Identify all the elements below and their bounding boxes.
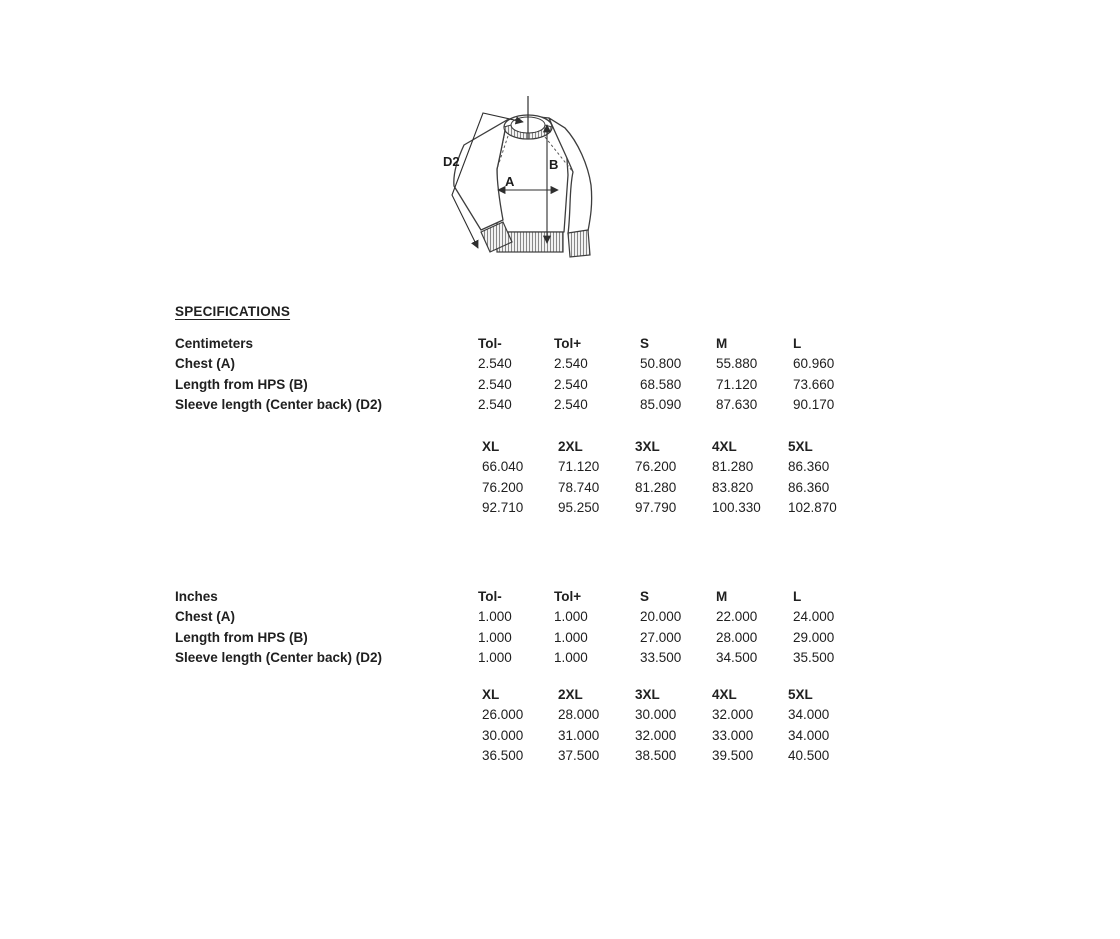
spec-cell: 40.500 bbox=[788, 747, 830, 763]
spec-cell: 2XL bbox=[558, 687, 583, 702]
spec-cell: 92.710 bbox=[482, 499, 524, 515]
spec-row bbox=[175, 437, 868, 457]
spec-cell: 1.000 bbox=[554, 609, 588, 625]
row-label bbox=[175, 726, 482, 746]
spec-cell: 34.000 bbox=[788, 727, 830, 743]
spec-cell: 102.870 bbox=[788, 499, 837, 515]
spec-cell: 95.250 bbox=[558, 499, 600, 515]
row-label: Length from HPS (B) bbox=[175, 629, 308, 645]
row-label bbox=[175, 478, 482, 498]
spec-cell: S bbox=[640, 589, 650, 604]
spec-cell: 29.000 bbox=[793, 629, 835, 645]
spec-cell: 30.000 bbox=[482, 727, 524, 743]
spec-cell: 90.170 bbox=[793, 396, 835, 412]
spec-cell: 2.540 bbox=[478, 356, 512, 372]
inches-xl-table bbox=[175, 685, 868, 766]
specifications-heading: SPECIFICATIONS bbox=[175, 304, 291, 319]
spec-cell: 71.120 bbox=[716, 376, 758, 392]
spec-cell: Tol- bbox=[478, 336, 502, 351]
row-label: Centimeters bbox=[175, 336, 254, 351]
spec-row bbox=[175, 498, 868, 518]
spec-cell: 38.500 bbox=[635, 747, 677, 763]
spec-cell: 20.000 bbox=[640, 609, 682, 625]
row-label bbox=[175, 705, 482, 725]
dimension-label-b: B bbox=[549, 157, 559, 172]
spec-row bbox=[175, 685, 868, 705]
spec-row bbox=[175, 628, 873, 648]
row-label bbox=[175, 685, 482, 705]
spec-row bbox=[175, 457, 868, 477]
spec-cell: 97.790 bbox=[635, 499, 677, 515]
spec-cell: 50.800 bbox=[640, 356, 682, 372]
spec-row bbox=[175, 334, 873, 354]
spec-cell: 28.000 bbox=[558, 707, 600, 723]
spec-cell: M bbox=[716, 336, 728, 351]
spec-cell: 85.090 bbox=[640, 396, 682, 412]
spec-cell: 73.660 bbox=[793, 376, 835, 392]
spec-cell: 86.360 bbox=[788, 459, 830, 475]
spec-cell: 68.580 bbox=[640, 376, 682, 392]
spec-cell: 2.540 bbox=[478, 376, 512, 392]
spec-cell: 22.000 bbox=[716, 609, 758, 625]
spec-cell: 37.500 bbox=[558, 747, 600, 763]
spec-cell: 4XL bbox=[712, 687, 737, 702]
spec-cell: 33.500 bbox=[640, 649, 682, 665]
spec-cell: 1.000 bbox=[554, 649, 588, 665]
spec-row bbox=[175, 746, 868, 766]
spec-cell: 5XL bbox=[788, 687, 813, 702]
spec-cell: 5XL bbox=[788, 439, 813, 454]
row-label: Sleeve length (Center back) (D2) bbox=[175, 396, 383, 412]
spec-cell: 33.000 bbox=[712, 727, 754, 743]
row-label bbox=[175, 457, 482, 477]
dimension-label-a: A bbox=[505, 174, 515, 189]
centimeters-xl-table bbox=[175, 437, 868, 518]
sweatshirt-diagram bbox=[423, 90, 658, 270]
spec-cell: XL bbox=[482, 439, 500, 454]
spec-cell: Tol+ bbox=[554, 336, 582, 351]
row-label: Chest (A) bbox=[175, 356, 235, 372]
spec-cell: XL bbox=[482, 687, 500, 702]
spec-cell: S bbox=[640, 336, 650, 351]
spec-cell: 35.500 bbox=[793, 649, 835, 665]
spec-cell: 76.200 bbox=[635, 459, 677, 475]
spec-cell: 2.540 bbox=[554, 356, 588, 372]
dimension-label-d2: D2 bbox=[443, 154, 460, 169]
spec-cell: 1.000 bbox=[554, 629, 588, 645]
spec-cell: 4XL bbox=[712, 439, 737, 454]
spec-cell: 32.000 bbox=[712, 707, 754, 723]
spec-cell: 60.960 bbox=[793, 356, 835, 372]
row-label bbox=[175, 746, 482, 766]
right-cuff bbox=[568, 230, 590, 257]
spec-cell: 81.280 bbox=[635, 479, 677, 495]
row-label: Length from HPS (B) bbox=[175, 376, 308, 392]
spec-cell: 1.000 bbox=[478, 609, 512, 625]
spec-cell: 32.000 bbox=[635, 727, 677, 743]
spec-row bbox=[175, 375, 873, 395]
spec-cell: M bbox=[716, 589, 728, 604]
spec-cell: 100.330 bbox=[712, 499, 761, 515]
spec-cell: 36.500 bbox=[482, 747, 524, 763]
spec-row bbox=[175, 587, 873, 607]
spec-row bbox=[175, 705, 868, 725]
spec-cell: 87.630 bbox=[716, 396, 758, 412]
spec-cell: 28.000 bbox=[716, 629, 758, 645]
spec-cell: 3XL bbox=[635, 687, 660, 702]
spec-cell: 30.000 bbox=[635, 707, 677, 723]
spec-cell: 86.360 bbox=[788, 479, 830, 495]
spec-cell: 83.820 bbox=[712, 479, 754, 495]
spec-cell: 31.000 bbox=[558, 727, 600, 743]
spec-cell: 34.500 bbox=[716, 649, 758, 665]
spec-cell: Tol+ bbox=[554, 589, 582, 604]
row-label: Sleeve length (Center back) (D2) bbox=[175, 649, 383, 665]
spec-cell: L bbox=[793, 589, 802, 604]
inches-table bbox=[175, 587, 873, 668]
spec-row bbox=[175, 726, 868, 746]
row-label bbox=[175, 498, 482, 518]
spec-row bbox=[175, 395, 873, 415]
row-label bbox=[175, 437, 482, 457]
row-label: Chest (A) bbox=[175, 609, 235, 625]
spec-cell: 24.000 bbox=[793, 609, 835, 625]
spec-cell: 2.540 bbox=[478, 396, 512, 412]
spec-cell: 26.000 bbox=[482, 707, 524, 723]
spec-cell: 1.000 bbox=[478, 629, 512, 645]
spec-cell: 1.000 bbox=[478, 649, 512, 665]
spec-cell: Tol- bbox=[478, 589, 502, 604]
spec-cell: 81.280 bbox=[712, 459, 754, 475]
spec-cell: 2.540 bbox=[554, 396, 588, 412]
spec-cell: 27.000 bbox=[640, 629, 682, 645]
spec-cell: 76.200 bbox=[482, 479, 524, 495]
spec-cell: 66.040 bbox=[482, 459, 524, 475]
spec-row bbox=[175, 648, 873, 668]
spec-cell: 71.120 bbox=[558, 459, 600, 475]
spec-cell: 34.000 bbox=[788, 707, 830, 723]
row-label: Inches bbox=[175, 589, 218, 604]
spec-cell: 3XL bbox=[635, 439, 660, 454]
spec-cell: 2XL bbox=[558, 439, 583, 454]
spec-cell: L bbox=[793, 336, 802, 351]
spec-row bbox=[175, 478, 868, 498]
spec-cell: 78.740 bbox=[558, 479, 600, 495]
spec-row bbox=[175, 354, 873, 374]
spec-cell: 55.880 bbox=[716, 356, 758, 372]
spec-row bbox=[175, 607, 873, 627]
spec-cell: 39.500 bbox=[712, 747, 754, 763]
spec-cell: 2.540 bbox=[554, 376, 588, 392]
centimeters-table bbox=[175, 334, 873, 415]
